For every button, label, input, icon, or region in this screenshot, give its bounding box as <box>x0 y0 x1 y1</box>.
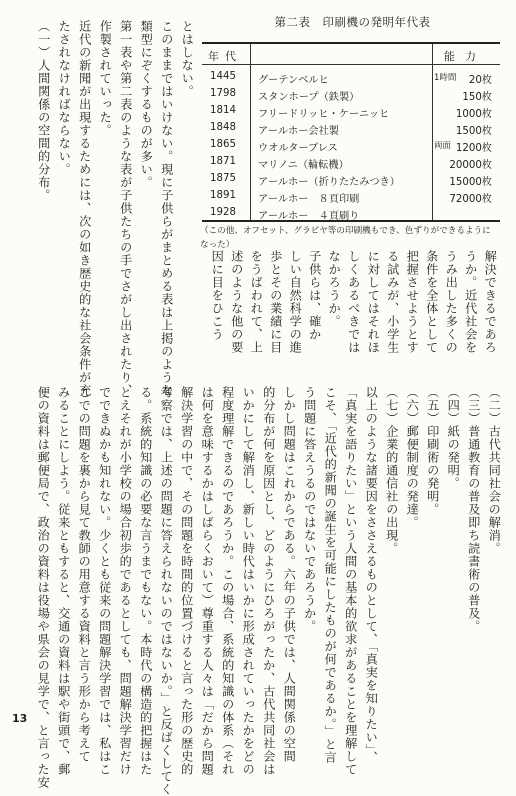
text-column: でできぬかも知れない。少くとも従来の問題解決学習では、私はこ <box>97 386 112 776</box>
table-header <box>202 44 500 65</box>
table-row <box>202 136 500 154</box>
text-column: 子供らは、確か <box>307 250 322 341</box>
text-column: 作製されていった。 <box>98 20 113 137</box>
printing-press-table <box>202 42 500 222</box>
row-machine: マリノニ（輪転機） <box>258 160 349 171</box>
page-number: 13 <box>12 712 28 725</box>
text-column: 類型にぞくするものが多い。 <box>139 20 154 189</box>
text-column: 的分布が何を原因とし、どのようにひろがったか、古代共同社会は <box>261 386 276 776</box>
table-title: 第二表 印刷機の発明年代表 <box>274 15 431 29</box>
table-row <box>202 170 500 188</box>
text-column: このままではいけない。現に子供らがまとめる表は上掲のような <box>159 20 174 397</box>
text-column: 第一表や第二表のような表が子供たちの手でさがし出されたり、 <box>118 20 133 397</box>
text-column: る試みが、小学生 <box>385 250 400 354</box>
text-column: みることにしよう。従来ともすると、交通の資料は駅や街頭で、郵 <box>56 386 71 776</box>
row-machine: アールホー ８頁印刷 <box>258 194 360 205</box>
text-column: （四）紙の発明。 <box>446 386 461 490</box>
text-column: なかろうか。 <box>327 250 342 328</box>
text-column: 歩とその業績に目 <box>268 250 283 354</box>
row-machine: アールホー（折りたたみつき） <box>258 177 400 188</box>
text-column: とはしない。 <box>180 20 195 98</box>
header-capacity: 能力 <box>444 50 486 63</box>
text-column: （六）郵便制度の発達。 <box>405 386 420 529</box>
row-machine: ウオルターブレス <box>258 143 338 154</box>
row-year: 1891 <box>210 190 236 201</box>
text-column: しかし問題はこれからである。六年の子供では、人間関係の空間 <box>282 386 297 763</box>
table-row <box>202 204 500 222</box>
table-row <box>202 68 500 86</box>
text-column: 便の資料は郵便局で、政治の資料は役場や県会の見学で、と言った安 <box>36 386 51 789</box>
row-machine: アールホー ４頁刷り <box>258 211 360 222</box>
header-year: 年代 <box>208 50 242 63</box>
text-column: （七）企業的通信社の出現。 <box>384 386 399 555</box>
text-column: しくあるべきでは <box>346 250 361 354</box>
text-column: をうばわれて、上 <box>249 250 264 354</box>
row-machine: グーテンベルヒ <box>258 75 329 86</box>
table-row <box>202 119 500 137</box>
row-year: 1928 <box>210 207 236 218</box>
row-year: 1865 <box>210 139 236 150</box>
row-machine: アールホー会社製 <box>258 126 339 137</box>
text-column: る。系統的知識の必要な言うまでもない。本時代の構造的把握はた <box>138 386 153 776</box>
row-side-note: 1時間 <box>434 73 457 83</box>
row-year: 1871 <box>210 156 236 167</box>
text-column: いかにして解消し、新しい時代はいかに形成されていったかをどの <box>241 386 256 776</box>
text-column: たされなければならない。 <box>57 20 72 176</box>
text-column: 解決学習の中で、その問題を時間的位置づけると言った形の歴史的 <box>179 386 194 776</box>
text-column: とえそれが小学校の場合初歩的であるとしても、問題解決学習だけ <box>118 386 133 776</box>
row-machine: スタンホープ（鉄製） <box>258 92 360 103</box>
row-capacity: 20枚 <box>468 75 492 86</box>
text-column: に対してはそれほ <box>366 250 381 354</box>
row-capacity: 1500枚 <box>455 126 492 137</box>
row-capacity: 20000枚 <box>449 160 492 171</box>
text-column: 述のような他の要 <box>229 250 244 354</box>
text-column: 以上のような諸要因をささえるものとして、「真実を知りたい」、 <box>364 386 379 764</box>
row-year: 1798 <box>210 88 236 99</box>
table-note-line: （この他、オフセット、グラビヤ等の印刷機もでき、色ずりができるように <box>200 226 491 236</box>
text-column: 考察では、上述の問題に答えられないのではないか。」と反ばくしてく <box>159 386 174 796</box>
row-capacity: 1200枚 <box>455 143 492 154</box>
text-column: （二）古代共同社会の解消。 <box>487 386 502 555</box>
row-capacity: 150枚 <box>462 92 492 103</box>
table-row <box>202 187 500 205</box>
row-year: 1814 <box>210 105 236 116</box>
row-year: 1445 <box>210 71 236 82</box>
text-column: は何を意味するかはしばらくおいて）尊重する人々は「だから問題 <box>200 386 215 776</box>
text-column: （三）普通教育の普及即ち読書術の普及。 <box>466 386 481 633</box>
text-column: こそ、「近代的新聞の誕生を可能にしたものが何であるか。」と言 <box>323 386 338 764</box>
text-column: 近代の新聞が出現するためには、次の如き歴史的な社会条件が充 <box>77 20 92 397</box>
table-note <box>200 224 500 252</box>
text-column: 条件を全体として <box>424 250 439 354</box>
row-side-note: 両面 <box>434 141 452 151</box>
text-column: うみ出した多くの <box>444 250 459 354</box>
text-column: 把握させようとす <box>405 250 420 354</box>
row-capacity: 72000枚 <box>449 194 492 205</box>
text-column: こでの問題を裏から見て教師の用意する資料と言う形から考えて <box>77 386 92 763</box>
row-capacity: 1000枚 <box>455 109 492 120</box>
text-column: う問題に答えうるのではないであろうか。 <box>302 386 317 633</box>
text-column: うか。近代社会を <box>463 250 478 354</box>
text-column: 解決できるであろ <box>483 250 498 354</box>
text-column: しい自然科学の進 <box>288 250 303 354</box>
row-year: 1875 <box>210 173 236 184</box>
text-column: 「真実を語りたい」という人間の基本的欲求があることを理解して <box>343 386 358 776</box>
table-row <box>202 153 500 171</box>
text-column: （一）人間関係の空間的分布。 <box>36 20 51 202</box>
row-year: 1848 <box>210 122 236 133</box>
table-row <box>202 85 500 103</box>
text-column: （五）印刷術の発明。 <box>425 386 440 516</box>
table-row <box>202 102 500 120</box>
row-capacity: 15000枚 <box>449 177 492 188</box>
row-machine: フリードリッヒ・ケーニッヒ <box>258 109 390 120</box>
table-note-line: なった） <box>200 240 235 250</box>
text-column: 程度理解できるのであろうか。この場合、系統的知識の体系（それ <box>220 386 235 776</box>
text-column: 因に目をひこう <box>210 250 225 341</box>
